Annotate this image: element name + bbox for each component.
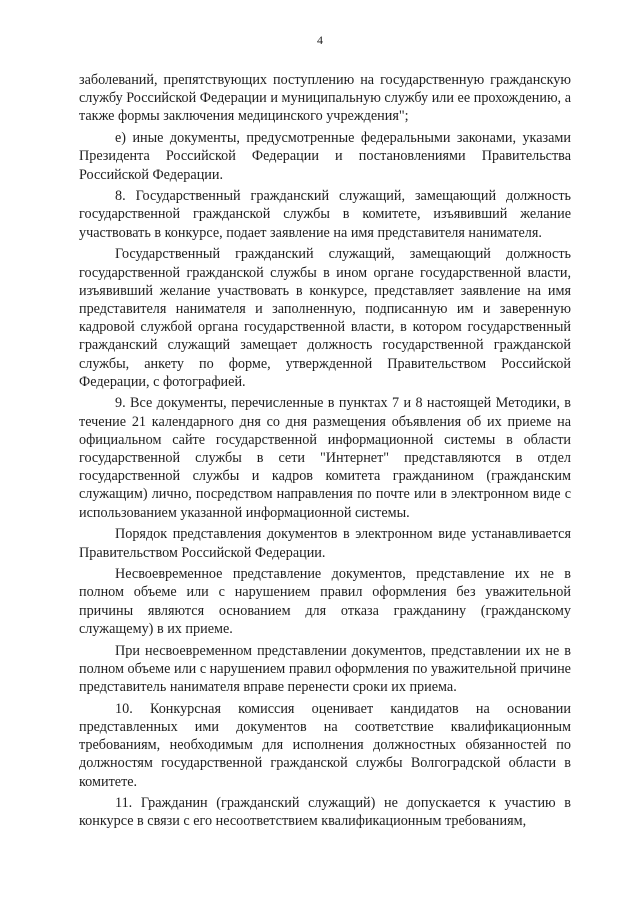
paragraph-electronic-submission: Порядок представления документов в электронном виде устанавливается Правительством Российской Федерации. — [79, 526, 571, 561]
page-number: 4 — [317, 33, 323, 47]
paragraph-late-submission-refusal: Несвоевременное представление документов, представление их не в полном объеме или с нарушением правил оформления без уважительной причины являются основанием для отказа гражданину (гражданскому служащему) в их приеме. — [79, 566, 571, 637]
paragraph-item-10: 10. Конкурсная комиссия оценивает кандидатов на основании представленных ими документов на соответствие квалификационным требованиям, необходимым для исполнения должностных обязанностей по должностям государственной гражданской службы Волгоградской области в комитете. — [79, 700, 571, 790]
paragraph-medical-forms-continuation: заболеваний, препятствующих поступлению на государственную гражданскую службу Российской Федерации и муниципальную службу или ее прохождению, а также формы заключения медицинского учреждения"; — [79, 72, 571, 125]
paragraph-other-authority-employee: Государственный гражданский служащий, замещающий должность государственной гражданской службы в ином органе государственной власти, изъявивший желание участвовать в конкурсе, представляет заявление на имя представителя нанимателя и заполненную, подписанную им и заверенную кадровой службой органа государственной власти, в котором государственный гражданский служащий замещает должность государственной гражданской службы, анкету по форме, утвержденной Правительством Российской Федерации, с фотографией. — [79, 246, 571, 390]
paragraph-item-8: 8. Государственный гражданский служащий, замещающий должность государственной гражданской службы в комитете, изъявивший желание участвовать в конкурсе, подает заявление на имя представителя нанимателя. — [79, 188, 571, 241]
paragraph-other-documents: е) иные документы, предусмотренные федеральными законами, указами Президента Российской Федерации и постановлениями Правительства Российской Федерации. — [79, 130, 571, 183]
paragraph-deadline-extension: При несвоевременном представлении документов, представлении их не в полном объеме или с нарушением правил оформления по уважительной причине представитель нанимателя вправе перенести сроки их приема. — [79, 642, 571, 695]
paragraph-item-9: 9. Все документы, перечисленные в пунктах 7 и 8 настоящей Методики, в течение 21 календарного дня со дня размещения объявления об их приеме на официальном сайте государственной информационной системы в области государственной службы в сети "Интернет" представляются в отдел государственной службы и кадров комитета гражданином (гражданским служащим) лично, посредством направления по почте или в электронном виде с использованием указанной информационной системы. — [79, 395, 571, 521]
paragraph-item-11: 11. Гражданин (гражданский служащий) не допускается к участию в конкурсе в связи с его несоответствием квалификационным требованиям, — [79, 795, 571, 830]
document-body — [79, 71, 571, 834]
